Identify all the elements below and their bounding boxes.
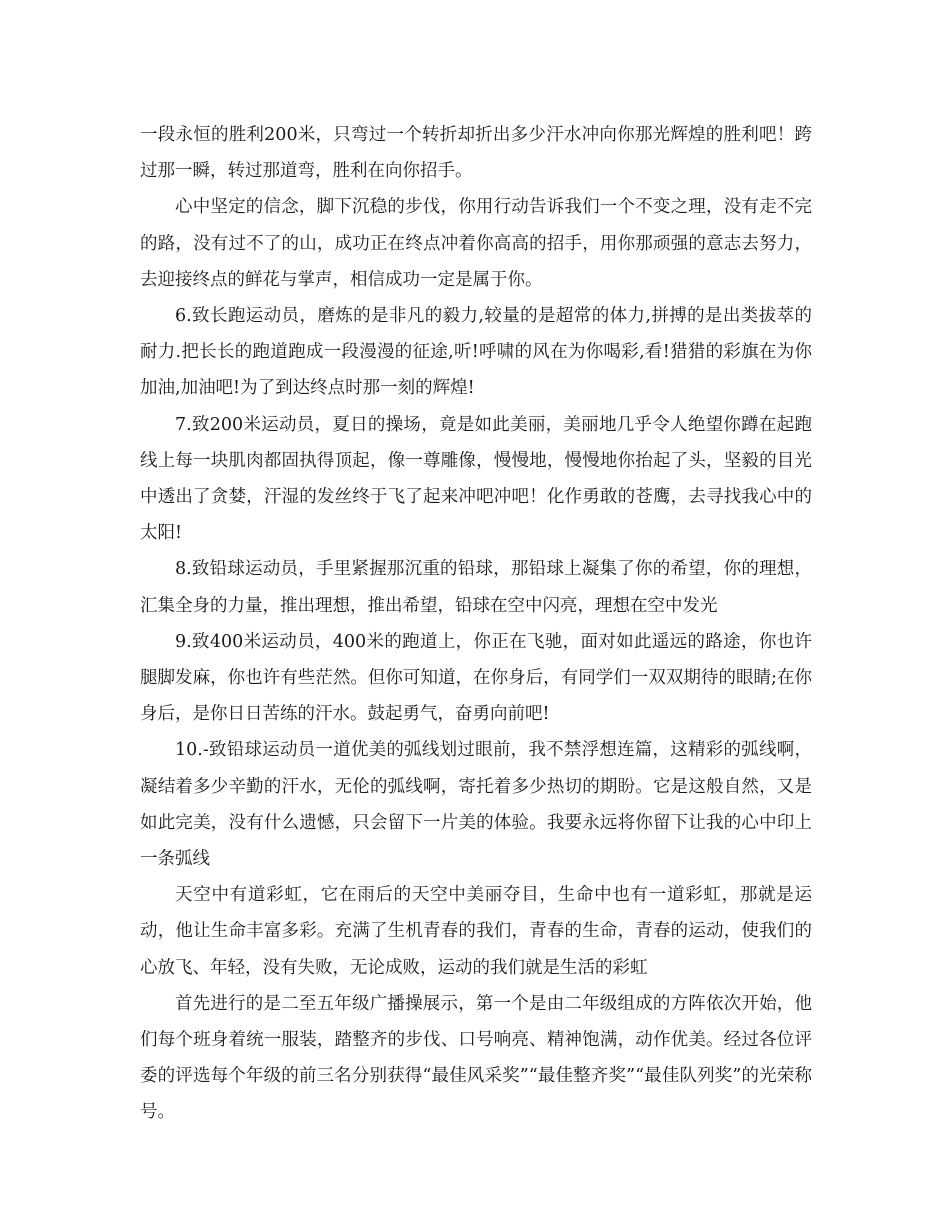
paragraph-400m: 9.致400米运动员，400米的跑道上，你正在飞驰，面对如此遥远的路途，你也许腿脚发麻，你也许有些茫然。但你可知道，在你身后，有同学们一双双期待的眼睛;在你身后，是你日日苦练的汗水。鼓起勇气，奋勇向前吧!: [140, 631, 812, 725]
paragraph-shot-put: 8.致铅球运动员，手里紧握那沉重的铅球，那铅球上凝集了你的希望，你的理想，汇集全身的力量，推出理想，推出希望，铅球在空中闪亮，理想在空中发光: [140, 559, 812, 616]
paragraph-200m: 7.致200米运动员，夏日的操场，竟是如此美丽，美丽地几乎令人绝望你蹲在起跑线上每一块肌肉都固执得顶起，像一尊雕像，慢慢地，慢慢地你抬起了头，坚毅的目光中透出了贪婪，汗湿的发丝终于飞了起来冲吧冲吧！化作勇敢的苍鹰，去寻找我心中的太阳!: [140, 414, 812, 544]
document-body: [140, 117, 812, 1131]
paragraph-200m-continued: 一段永恒的胜利200米，只弯过一个转折却折出多少汗水冲向你那光辉煌的胜利吧！跨过那一瞬，转过那道弯，胜利在向你招手。: [140, 125, 812, 182]
paragraph-shot-put-arc: 10.-致铅球运动员一道优美的弧线划过眼前，我不禁浮想连篇，这精彩的弧线啊，凝结着多少辛勤的汗水，无伦的弧线啊，寄托着多少热切的期盼。它是这般自然，又是如此完美，没有什么遗憾，只会留下一片美的体验。我要永远将你留下让我的心中印上一条弧线: [140, 740, 812, 870]
paragraph-rainbow: 天空中有道彩虹，它在雨后的天空中美丽夺目，生命中也有一道彩虹，那就是运动，他让生命丰富多彩。充满了生机青春的我们，青春的生命，青春的运动，使我们的心放飞、年轻，没有失败，无论成败，运动的我们就是生活的彩虹: [140, 885, 812, 978]
paragraph-long-distance: 6.致长跑运动员，磨炼的是非凡的毅力,较量的是超常的体力,拼搏的是出类拔萃的耐力.把长长的跑道跑成一段漫漫的征途,听!呼啸的风在为你喝彩,看!猎猎的彩旗在为你加油,加油吧!为了到达终点时那一刻的辉煌!: [140, 306, 812, 399]
paragraph-belief: 心中坚定的信念，脚下沉稳的步伐，你用行动告诉我们一个不变之理，没有走不完的路，没有过不了的山，成功正在终点冲着你高高的招手，用你那顽强的意志去努力，去迎接终点的鲜花与掌声，相信成功一定是属于你。: [140, 197, 812, 290]
paragraph-broadcast-exercise: 首先进行的是二至五年级广播操展示，第一个是由二年级组成的方阵依次开始，他们每个班身着统一服装，踏整齐的步伐、口号响亮、精神饱满，动作优美。经过各位评委的评选每个年级的前三名分别获得“最佳风采奖”“最佳整齐奖”“最佳队列奖”的光荣称号。: [140, 993, 812, 1123]
